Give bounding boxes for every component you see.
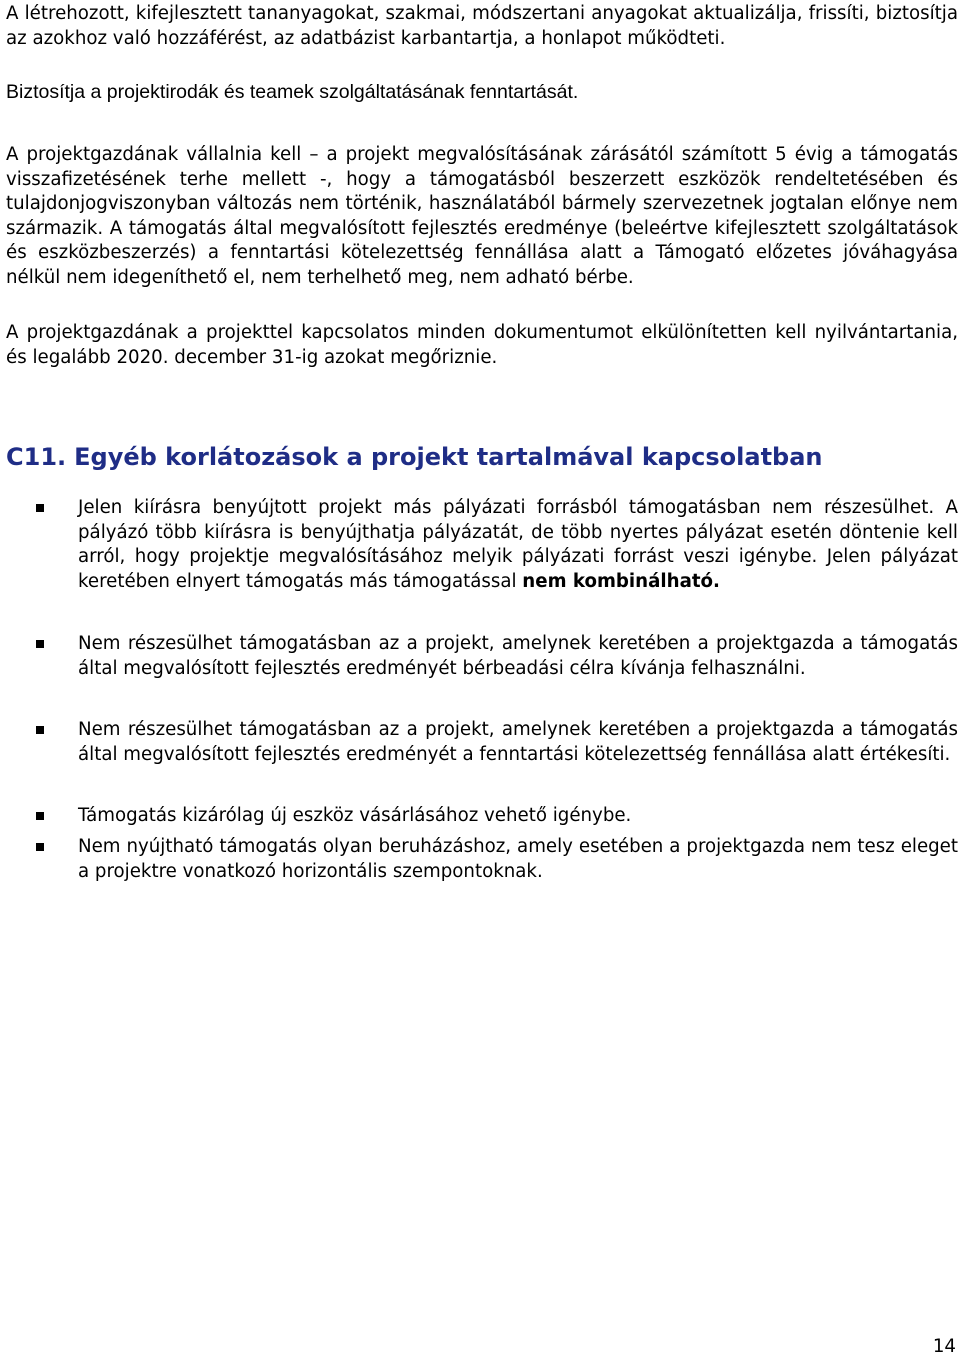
square-bullet-icon [36,504,44,512]
square-bullet-icon [36,726,44,734]
list-item-text: Nem részesülhet támogatásban az a projekt, amelynek keretében a projektgazda a támogatás által megvalósított fejlesztés eredményét bérbeadási célra kívánja felhasználni. [78,633,958,679]
list-item [6,804,958,829]
section-title: Egyéb korlátozások a projekt tartalmával kapcsolatban [74,443,823,471]
page-number: 14 [932,1336,956,1357]
list-item-text-main: Jelen kiírásra benyújtott projekt más pályázati forrásból támogatásban nem részesülhet. A pályázó több kiírásra is benyújthatja pályázatát, de több nyertes pályázat esetén döntenie kell arról, hogy projektje megvalósításához melyik pályázati forrást veszi igénybe. Jelen pályázat keretében elnyert támogatás más támogatással [78,497,958,592]
square-bullet-icon [36,640,44,648]
list-item-text: Nem részesülhet támogatásban az a projekt, amelynek keretében a projektgazda a támogatás által megvalósított fejlesztés eredményét a fenntartási kötelezettség fennállása alatt értékesíti. [78,719,958,765]
section-heading [6,443,823,471]
paragraph-project-offices: Biztosítja a projektirodák és teamek szolgáltatásának fenntartását. [6,81,579,103]
section-code: C11. [6,443,67,471]
list-item-text [78,496,958,594]
paragraph-maintenance: A létrehozott, kifejlesztett tananyagokat, szakmai, módszertani anyagokat aktualizálja, frissíti, biztosítja az azokhoz való hozzáférést, az adatbázist karbantartja, a honlapot működteti. [6,3,958,49]
list-item [6,718,958,767]
list-item-text-bold: nem kombinálható. [522,570,720,592]
list-item [6,835,958,884]
square-bullet-icon [36,812,44,820]
square-bullet-icon [36,843,44,851]
paragraph-document-retention: A projektgazdának a projekttel kapcsolatos minden dokumentumot elkülönítetten kell nyilvántartania, és legalább 2020. december 31-ig azokat megőriznie. [6,322,958,368]
list-item [6,496,958,594]
list-item-text: Nem nyújtható támogatás olyan beruházáshoz, amely esetében a projektgazda nem tesz eleget a projektre vonatkozó horizontális szempontoknak. [78,836,958,882]
paragraph-sustainability-obligation: A projektgazdának vállalnia kell – a projekt megvalósításának zárásától számított 5 évig a támogatás visszafizetésének terhe mellett -, hogy a támogatásból beszerzett eszközök rendeltetésében és tulajdonjogviszonyban változás nem történik, használatából bármely szervezetnek jogtalan előnye nem származik. A támogatás által megvalósított fejlesztés eredménye (beleértve kifejlesztett szolgáltatások és eszközbeszerzés) a fenntartási kötelezettség fennállása alatt a Támogató előzetes jóváhagyása nélkül nem idegeníthető el, nem terhelhető meg, nem adható bérbe. [6,144,958,288]
list-item [6,632,958,681]
list-item-text: Támogatás kizárólag új eszköz vásárlásához vehető igénybe. [78,805,632,826]
